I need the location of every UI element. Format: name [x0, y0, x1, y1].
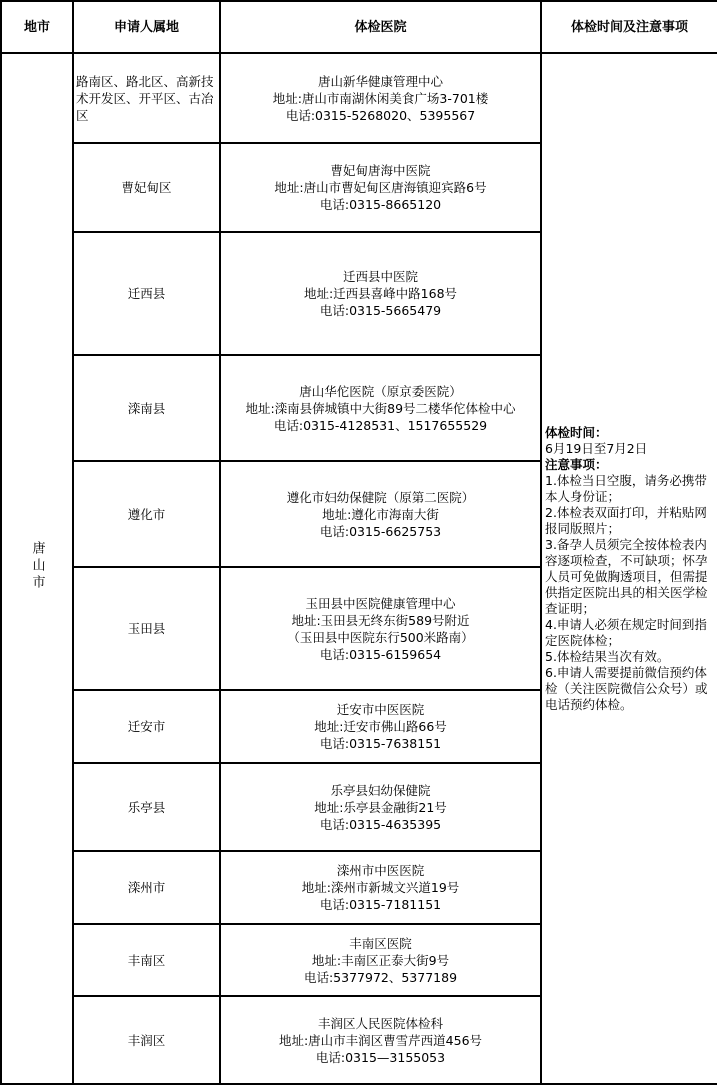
hospital-phone: 电话:5377972、5377189: [303, 969, 458, 985]
hospital-phone: 电话:0315-7638151: [319, 736, 442, 751]
hospital-phone: 电话:0315-6625753: [319, 523, 442, 539]
note-item: 4.申请人必须在规定时间到指定医院体检；: [545, 616, 707, 648]
area-cell: 滦南县: [73, 355, 220, 461]
hospital-address: 地址:玉田县无终东街589号附近: [291, 612, 470, 628]
hospital-cell: [220, 53, 541, 143]
hospital-address-note: （玉田县中医院东行500米路南）: [287, 629, 474, 645]
hospital-phone: 电话:0315-5268020、5395567: [285, 107, 476, 123]
area-cell: 玉田县: [73, 567, 220, 690]
area-cell: 迁安市: [73, 690, 220, 763]
hospital-cell: [220, 232, 541, 355]
hospital-cell: [220, 461, 541, 567]
header-row: [1, 1, 717, 53]
header-hospital: 体检医院: [220, 1, 541, 53]
area-cell: 曹妃甸区: [73, 143, 220, 232]
exam-time-label: 体检时间：: [545, 424, 608, 440]
hospital-cell: [220, 355, 541, 461]
hospital-cell: [220, 924, 541, 996]
hospital-address: 地址:遵化市海南大街: [322, 506, 439, 522]
area-cell: 丰南区: [73, 924, 220, 996]
hospital-cell: [220, 690, 541, 763]
hospital-address: 地址:唐山市丰润区曹雪芹西道456号: [278, 1032, 483, 1048]
hospital-cell: [220, 567, 541, 690]
hospital-cell: [220, 851, 541, 924]
hospital-phone: 电话:0315-7181151: [319, 897, 442, 912]
hospital-phone: 电话:0315-6159654: [319, 646, 442, 662]
hospital-address: 地址:滦南县倴城镇中大街89号二楼华佗体检中心: [245, 400, 516, 416]
hospital-phone: 电话:0315-4128531、1517655529: [273, 417, 488, 433]
hospital-phone: 电话:0315-5665479: [319, 303, 442, 318]
hospital-name: 玉田县中医院健康管理中心: [305, 595, 456, 611]
hospital-address: 地址:迁安市佛山路66号: [314, 719, 447, 734]
note-item: 2.体检表双面打印，并粘贴网报同版照片；: [545, 504, 707, 536]
hospital-name: 丰润区人民医院体检科: [317, 1015, 443, 1031]
hospital-phone: 电话:0315—3155053: [315, 1049, 446, 1065]
hospital-address: 地址:唐山市南湖休闲美食广场3-701楼: [272, 90, 489, 106]
notes-label: 注意事项：: [545, 456, 608, 472]
hospital-name: 迁西县中医院: [342, 269, 418, 284]
header-city: 地市: [1, 1, 73, 53]
hospital-address: 地址:丰南区正泰大街9号: [311, 952, 450, 968]
header-area: 申请人属地: [73, 1, 220, 53]
note-item: 1.体检当日空腹，请务必携带本人身份证；: [545, 472, 707, 504]
area-cell: 路南区、路北区、高新技术开发区、开平区、古冶区: [73, 53, 220, 143]
hospital-cell: [220, 996, 541, 1084]
note-item: 6.申请人需要提前微信预约体检（关注医院微信公众号）或电话预约体检。: [545, 664, 708, 712]
city-name: 唐山市: [29, 541, 45, 592]
hospital-phone: 电话:0315-4635395: [319, 816, 442, 832]
hospital-name: 遵化市妇幼保健院（原第二医院）: [286, 489, 475, 505]
hospital-name: 乐亭县妇幼保健院: [330, 782, 431, 798]
note-item: 5.体检结果当次有效。: [545, 648, 670, 664]
city-cell: [1, 53, 73, 1084]
hospital-phone: 电话:0315-8665120: [319, 197, 442, 212]
hospital-address: 地址:唐山市曹妃甸区唐海镇迎宾路6号: [274, 180, 487, 195]
hospital-name: 唐山华佗医院（原京委医院）: [299, 383, 462, 399]
hospital-address: 地址:乐亭县金融街21号: [314, 799, 447, 815]
area-cell: 乐亭县: [73, 763, 220, 851]
hospital-name: 曹妃甸唐海中医院: [330, 163, 431, 178]
area-cell: 丰润区: [73, 996, 220, 1084]
area-cell: 迁西县: [73, 232, 220, 355]
exam-time-value: 6月19日至7月2日: [545, 440, 648, 456]
hospital-name: 唐山新华健康管理中心: [317, 73, 443, 89]
hospital-cell: [220, 763, 541, 851]
header-notes: 体检时间及注意事项: [541, 1, 717, 53]
notes-cell: [541, 53, 717, 1084]
area-cell: 遵化市: [73, 461, 220, 567]
hospital-address: 地址:迁西县喜峰中路168号: [303, 286, 458, 301]
hospital-name: 滦州市中医医院: [336, 863, 425, 878]
area-cell: 滦州市: [73, 851, 220, 924]
hospital-name: 迁安市中医医院: [336, 702, 425, 717]
hospital-cell: [220, 143, 541, 232]
note-item: 3.备孕人员须完全按体检表内容逐项检查，不可缺项；怀孕人员可免做胸透项目，但需提供指定医院出具的相关医学检查证明；: [545, 536, 708, 616]
table-row: [1, 53, 717, 143]
hospital-name: 丰南区医院: [349, 935, 412, 951]
hospital-address: 地址:滦州市新城文兴道19号: [301, 880, 460, 895]
